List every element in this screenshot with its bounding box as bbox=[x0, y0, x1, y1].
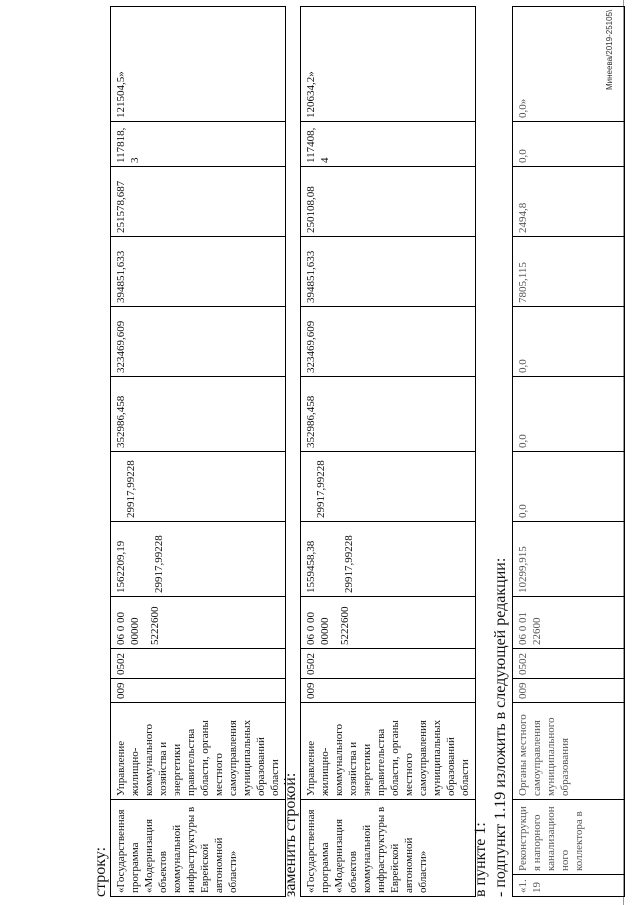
executor-cell: Органы местного самоуправления муниципального образования bbox=[513, 703, 625, 800]
item-name-cell: Реконструкция напорного канализационного коллектора в bbox=[513, 800, 625, 875]
total-cell bbox=[111, 522, 286, 597]
year7-cell: 120634,2» bbox=[301, 7, 476, 122]
csr-cell: 06 0 01 22600 bbox=[513, 597, 625, 649]
total-subvalue: 29917,99228 bbox=[343, 535, 355, 593]
year3-cell: 323469,609 bbox=[301, 307, 476, 377]
csr-cell bbox=[111, 597, 286, 649]
rzpr-cell: 0502 bbox=[111, 649, 286, 679]
year5-cell: 250108,08 bbox=[301, 167, 476, 237]
total-value: 1559458,38 bbox=[305, 540, 317, 593]
year7-cell: 0,0» bbox=[513, 7, 625, 122]
year1-cell bbox=[111, 452, 286, 522]
total-cell bbox=[301, 522, 476, 597]
csr-cell bbox=[301, 597, 476, 649]
csr-code: 06 0 00 00000 bbox=[115, 612, 141, 645]
csr-subcode: 5222600 bbox=[149, 606, 161, 645]
year2-cell: 352986,458 bbox=[301, 377, 476, 452]
year4-cell: 394851,633 bbox=[111, 237, 286, 307]
year1-subvalue: 29917,99228 bbox=[315, 460, 327, 518]
executor-cell: Управление жилищно-коммунального хозяйства и энергетики правительства области, органы местного самоуправления муниципальных образований области bbox=[301, 703, 476, 800]
with-row-label: заменить строкой: bbox=[282, 772, 299, 897]
grbs-cell: 009 bbox=[513, 679, 625, 703]
table-new-row bbox=[300, 6, 476, 897]
total-cell: 10299,915 bbox=[513, 522, 625, 597]
grbs-cell: 009 bbox=[301, 679, 476, 703]
year2-cell: 0,0 bbox=[513, 377, 625, 452]
year4-cell: 394851,633 bbox=[301, 237, 476, 307]
year5-cell: 251578,687 bbox=[111, 167, 286, 237]
executor-cell: Управление жилищно-коммунального хозяйства и энергетики правительства области, органы местного самоуправления муниципальных образований области bbox=[111, 703, 286, 800]
csr-subcode: 5222600 bbox=[339, 606, 351, 645]
total-subvalue: 29917,99228 bbox=[153, 535, 165, 593]
csr-code: 06 0 00 00000 bbox=[305, 612, 331, 645]
point-label: в пункте 1: bbox=[472, 822, 489, 897]
rzpr-cell: 0502 bbox=[513, 649, 625, 679]
year6-cell: 117818,3 bbox=[111, 122, 286, 167]
year5-cell: 2494,8 bbox=[513, 167, 625, 237]
rzpr-cell: 0502 bbox=[301, 649, 476, 679]
total-value: 1562209,19 bbox=[115, 540, 127, 593]
item-number-cell: «1.19 bbox=[513, 875, 625, 897]
replace-row-label: строку: bbox=[92, 846, 109, 897]
year4-cell: 7805,115 bbox=[513, 237, 625, 307]
year1-cell: 0,0 bbox=[513, 452, 625, 522]
year6-cell: 0,0 bbox=[513, 122, 625, 167]
table-old-row bbox=[110, 6, 286, 897]
year2-cell: 352986,458 bbox=[111, 377, 286, 452]
program-name-cell: «Государственная программа «Модернизация объектов коммунальной инфраструктуры в Еврейской автономной области» bbox=[301, 800, 476, 897]
year1-subvalue: 29917,99228 bbox=[125, 460, 137, 518]
year1-cell bbox=[301, 452, 476, 522]
year3-cell: 0,0 bbox=[513, 307, 625, 377]
year6-cell: 117408,4 bbox=[301, 122, 476, 167]
year3-cell: 323469,609 bbox=[111, 307, 286, 377]
footer-reference: Минеева/2019-25105\ bbox=[605, 9, 614, 90]
table-119-row bbox=[512, 6, 625, 897]
year7-cell: 121504,5» bbox=[111, 7, 286, 122]
program-name-cell: «Государственная программа «Модернизация объектов коммунальной инфраструктуры в Еврейской автономной области» bbox=[111, 800, 286, 897]
grbs-cell: 009 bbox=[111, 679, 286, 703]
subpoint-label: - подпункт 1.19 изложить в следующей редакции: bbox=[492, 557, 509, 897]
